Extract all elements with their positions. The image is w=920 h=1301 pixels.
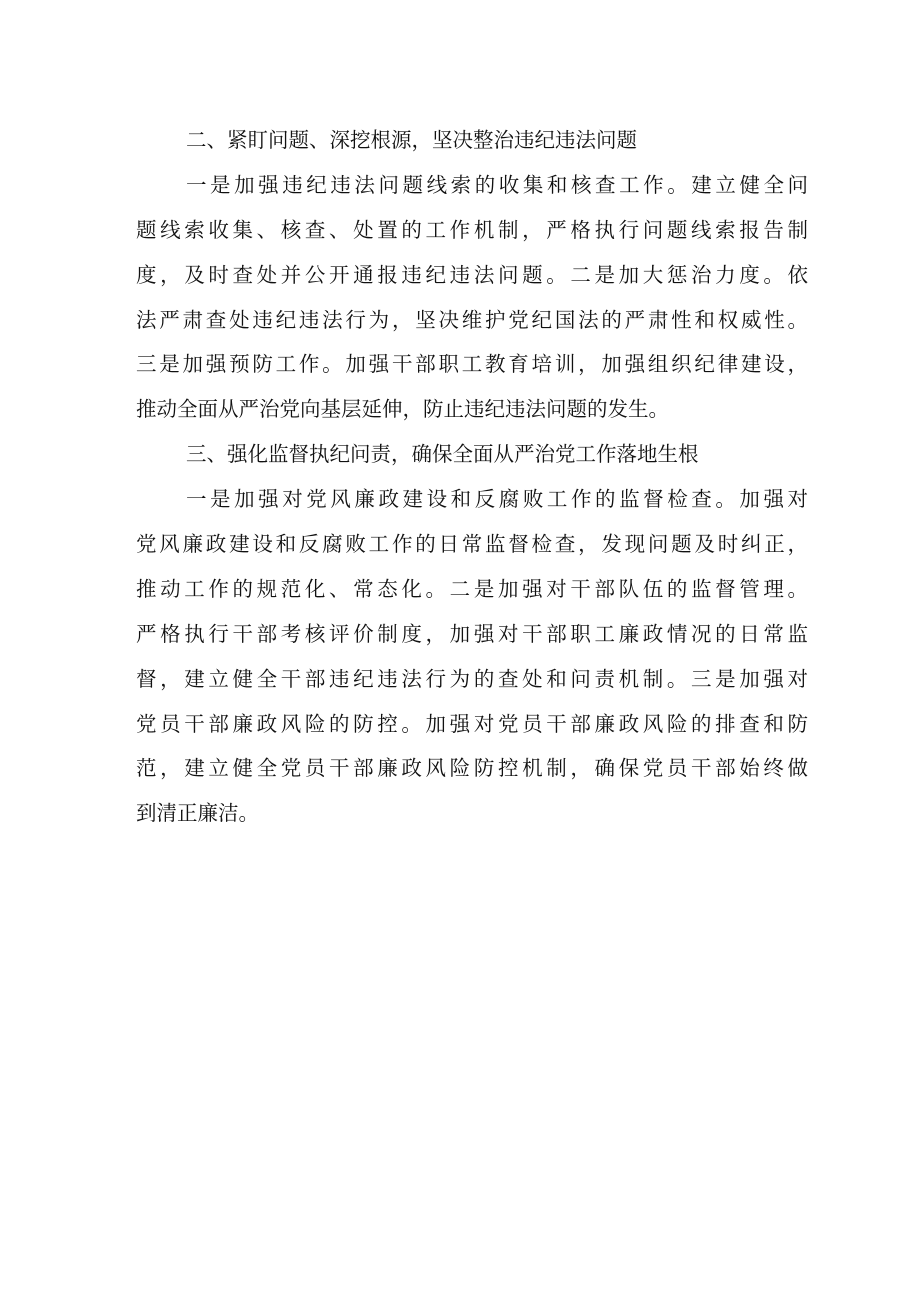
paragraph-line: 党风廉政建设和反腐败工作的日常监督检查，发现问题及时纠正， [136,532,808,557]
paragraph-line: 一是加强违纪违法问题线索的收集和核查工作。建立健全问 [186,172,808,197]
section-heading-2: 二、紧盯问题、深挖根源，坚决整治违纪违法问题 [186,128,637,152]
paragraph-2 [136,163,808,432]
paragraph-line: 三是加强预防工作。加强干部职工教育培训，加强组织纪律建设， [136,352,808,377]
paragraph-line: 推动工作的规范化、常态化。二是加强对干部队伍的监督管理。 [136,576,808,601]
section-heading-3: 三、强化监督执纪问责，确保全面从严治党工作落地生根 [186,442,699,467]
paragraph-line: 到清正廉洁。 [136,801,259,826]
paragraph-line: 度，及时查处并公开通报违纪违法问题。二是加大惩治力度。依 [136,262,808,287]
paragraph-line: 督，建立健全干部违纪违法行为的查处和问责机制。三是加强对 [136,666,808,691]
paragraph-line: 范，建立健全党员干部廉政风险防控机制，确保党员干部始终做 [136,756,808,781]
paragraph-line: 题线索收集、核查、处置的工作机制，严格执行问题线索报告制 [136,217,808,242]
paragraph-line: 法严肃查处违纪违法行为，坚决维护党纪国法的严肃性和权威性。 [136,307,808,332]
paragraph-line: 党员干部廉政风险的防控。加强对党员干部廉政风险的排查和防 [136,711,808,736]
document-body [136,118,808,836]
paragraph-line: 一是加强对党风廉政建设和反腐败工作的监督检查。加强对 [186,487,808,512]
paragraph-line: 推动全面从严治党向基层延伸，防止违纪违法问题的发生。 [136,397,669,422]
paragraph-3 [136,477,808,836]
paragraph-line: 严格执行干部考核评价制度，加强对干部职工廉政情况的日常监 [136,621,808,646]
